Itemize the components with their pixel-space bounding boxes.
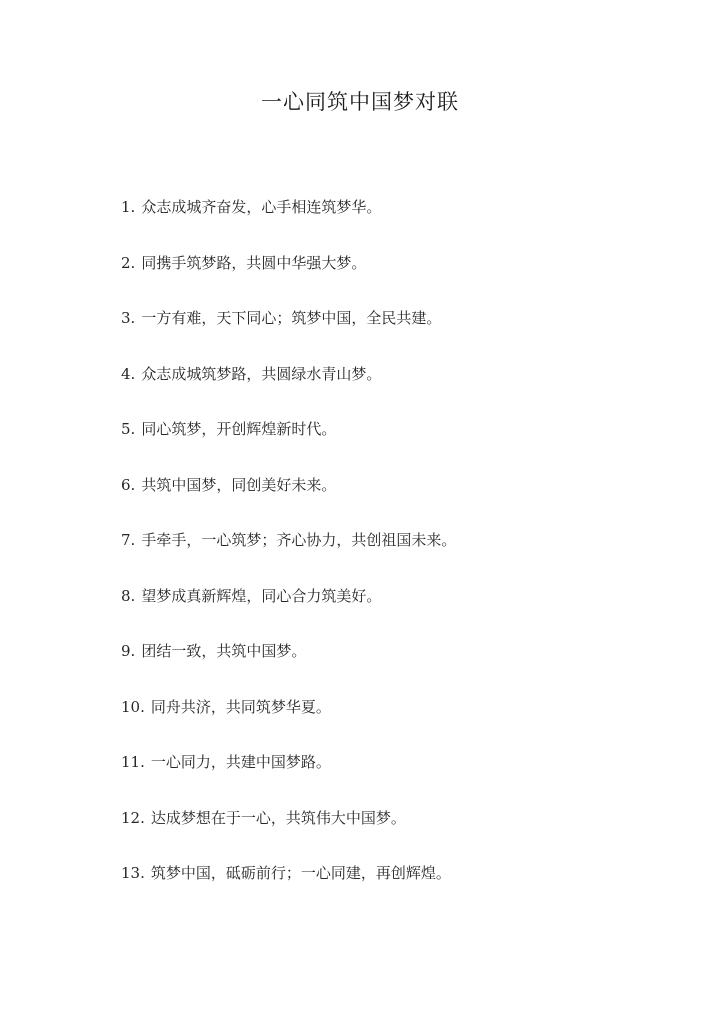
- item-number: 2.: [121, 253, 136, 272]
- item-text: 一方有难，天下同心；筑梦中国，全民共建。: [141, 309, 442, 327]
- item-number: 12.: [121, 808, 145, 827]
- list-item: [121, 360, 681, 416]
- item-number: 11.: [121, 753, 145, 771]
- item-number: 5.: [121, 420, 136, 438]
- item-number: 10.: [121, 697, 145, 716]
- item-text: 众志成城齐奋发，心手相连筑梦华。: [141, 198, 382, 216]
- item-number: 13.: [121, 864, 145, 882]
- item-text: 同舟共济，共同筑梦华夏。: [150, 697, 331, 716]
- item-number: 6.: [121, 475, 136, 494]
- list-item: [121, 804, 681, 860]
- list-item: [121, 582, 681, 638]
- item-text: 筑梦中国，砥砺前行；一心同建，再创辉煌。: [150, 864, 451, 882]
- item-text: 团结一致，共筑中国梦。: [141, 642, 307, 660]
- item-text: 众志成城筑梦路，共圆绿水青山梦。: [141, 364, 382, 383]
- item-text: 同心筑梦，开创辉煌新时代。: [141, 420, 337, 438]
- item-text: 一心同力，共建中国梦路。: [150, 753, 331, 771]
- item-text: 手牵手，一心筑梦；齐心协力，共创祖国未来。: [141, 531, 457, 549]
- item-number: 4.: [121, 364, 136, 383]
- list-item: [121, 249, 681, 305]
- list-item: [121, 859, 681, 915]
- item-number: 1.: [121, 198, 136, 216]
- list-item: [121, 304, 681, 360]
- item-number: 3.: [121, 309, 136, 327]
- list-item: [121, 693, 681, 749]
- list-item: [121, 637, 681, 693]
- item-text: 共筑中国梦，同创美好未来。: [141, 475, 337, 494]
- item-text: 望梦成真新辉煌，同心合力筑美好。: [141, 586, 382, 605]
- item-number: 8.: [121, 586, 136, 605]
- couplet-list: [121, 193, 681, 915]
- list-item: [121, 748, 681, 804]
- list-item: [121, 415, 681, 471]
- item-number: 7.: [121, 531, 136, 549]
- list-item: [121, 193, 681, 249]
- list-item: [121, 526, 681, 582]
- item-text: 达成梦想在于一心，共筑伟大中国梦。: [150, 808, 406, 827]
- item-text: 同携手筑梦路，共圆中华强大梦。: [141, 253, 367, 272]
- item-number: 9.: [121, 642, 136, 660]
- document-title: 一心同筑中国梦对联: [261, 90, 459, 114]
- list-item: [121, 471, 681, 527]
